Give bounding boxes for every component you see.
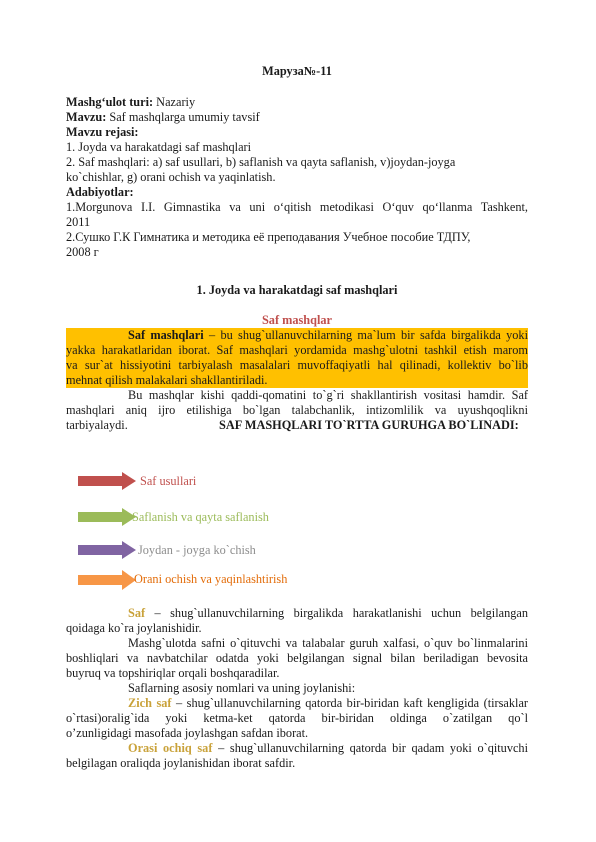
- topic-value: Saf mashqlarga umumiy tavsif: [106, 110, 260, 124]
- para3-text1: – shug`ullanuvchilarning birgalikda harakatlanishi uchun belgilangan: [145, 606, 528, 620]
- arrow-right-icon: [78, 472, 138, 490]
- lesson-type-value: Nazariy: [153, 95, 196, 109]
- para1-line3: va sur`at hissiyotini tarbiyalash masalalari muvoffaqiyatli hal qilinadi, kollektiv bo`lib: [66, 358, 528, 372]
- para1-text1: – bu shug`ullanuvchilarning ma`lum bir safda birgalikda yoki: [203, 328, 528, 342]
- arrow-right-icon: [78, 570, 138, 590]
- para7-line2: belgilagan oraliqda joylanishidan iborat safdir.: [66, 756, 296, 770]
- para1-term: Saf mashqlari: [128, 328, 204, 342]
- para4-line3: buyruq va topshiriqlar orqali boshqaradilar.: [66, 666, 280, 680]
- para6-text1: – shug`ullanuvchilarning qatorda bir-biridan kaft kengligida (tirsaklar: [171, 696, 528, 710]
- topic-label: Mavzu:: [66, 110, 107, 124]
- para6-term: Zich saf: [128, 696, 172, 710]
- para2-line1: Bu mashqlar kishi qaddi-qomatini to`g`ri shakllantirish vositasi hamdir. Saf: [128, 388, 528, 402]
- para7-text1: – shug`ullanuvchilarning qatorda bir qadam yoki o`qituvchi: [212, 741, 528, 755]
- lecture-title: Маруза№-11: [262, 64, 332, 78]
- group-label-1: Saf usullari: [140, 474, 197, 488]
- para7-term: Orasi ochiq saf: [128, 741, 213, 755]
- para4-line1: Mashg`ulotda safni o`qituvchi va talabalar guruh xalfasi, o`quv bo`linmalarini: [128, 636, 528, 650]
- para1-line4: mehnat qilish malakalari shakllantiriladi.: [66, 373, 268, 387]
- group-label-4: Orani ochish va yaqinlashtirish: [134, 572, 288, 586]
- para7-line1: [66, 741, 528, 756]
- lesson-type-label: Mashg‘ulot turi:: [66, 95, 154, 109]
- para1-line1: [66, 328, 528, 343]
- literature-item-1: 1.Morgunova I.I. Gimnastika va uni o‘qitish metodikasi O‘quv qo‘llanma Tashkent,: [66, 200, 528, 214]
- lesson-topic: [66, 110, 528, 125]
- groups-heading: SAF MASHQLARI TO`RTTA GURUHGA BO`LINADI:: [219, 418, 519, 432]
- arrow-right-icon: [78, 541, 138, 559]
- plan-label: Mavzu rejasi:: [66, 125, 139, 139]
- plan-item-2: 2. Saf mashqlari: a) saf usullari, b) saflanish va qayta saflanish, v)joydan-joyga: [66, 155, 456, 169]
- para2-line3: tarbiyalaydi.: [66, 418, 128, 432]
- group-label-3: Joydan - joyga ko`chish: [138, 543, 256, 557]
- arrow-right-icon: [78, 508, 138, 526]
- para3-term: Saf: [128, 606, 146, 620]
- lesson-type: [66, 95, 528, 110]
- literature-item-2-cont: 2008 г: [66, 245, 99, 259]
- para2-line2: mashqlari aniq ijro etilishiga bo`lgan talabchanlik, intizomlilik va uyushqoqlikni: [66, 403, 528, 417]
- para6-line2: o`rtasi)oralig`ida yoki ketma-ket qatorda bir-biridan oldinga o`zatilgan qo`l: [66, 711, 528, 725]
- para4-line2: boshliqlari va navbatchilar odatda yoki belgilangan signal bilan beriladigan bevosita: [66, 651, 528, 665]
- plan-item-2-cont: ko`chishlar, g) orani ochish va yaqinlatish.: [66, 170, 276, 184]
- literature-label: Adabiyotlar:: [66, 185, 134, 199]
- para3-line1: [66, 606, 528, 621]
- para1-line2: yakka harakatlaridan iborat. Saf mashqlari yordamida mashg`ulotni tashkil etish marom: [66, 343, 528, 357]
- section-heading: 1. Joyda va harakatdagi saf mashqlari: [196, 283, 398, 297]
- para6-line1: [66, 696, 528, 711]
- para3-line2: qoidaga ko`ra joylanishidir.: [66, 621, 202, 635]
- plan-item-1: 1. Joyda va harakatdagi saf mashqlari: [66, 140, 252, 154]
- para6-line3: o’zunligidagi masofada joylashgan safdan iborat.: [66, 726, 309, 740]
- literature-item-1-cont: 2011: [66, 215, 91, 229]
- group-label-2: Saflanish va qayta saflanish: [132, 510, 269, 524]
- para5: Saflarning asosiy nomlari va uning joylanishi:: [128, 681, 356, 695]
- subheading: Saf mashqlar: [261, 313, 333, 327]
- literature-item-2: 2.Сушко Г.К Гимнатика и методика её преподавания Учебное пособие ТДПУ,: [66, 230, 471, 244]
